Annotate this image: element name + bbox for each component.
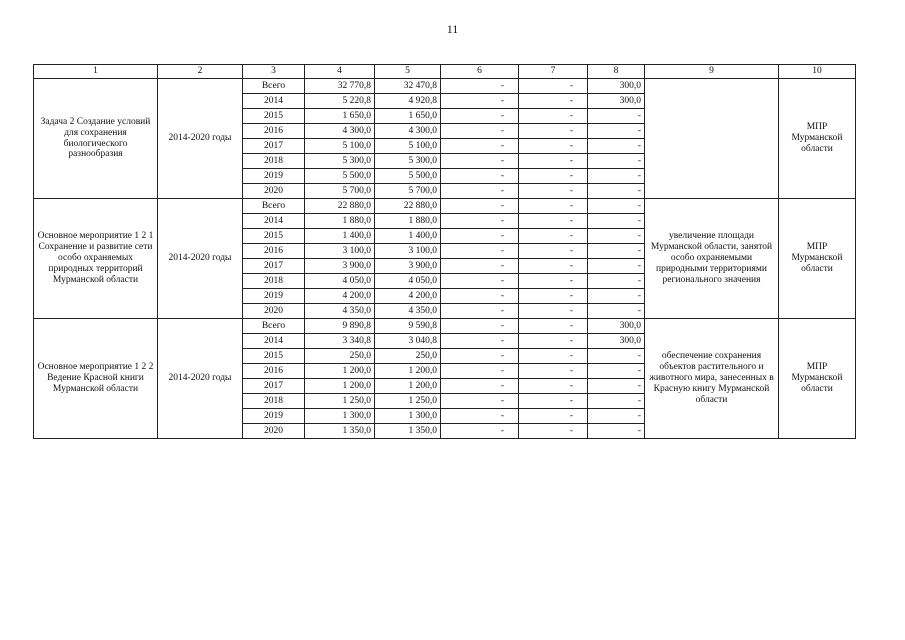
total-amount-cell: 250,0 [305, 349, 375, 364]
total-amount-cell: 3 100,0 [305, 244, 375, 259]
column-8-cell: - [588, 169, 645, 184]
year-cell: 2016 [243, 244, 305, 259]
executor-cell: МПР Мурманской области [779, 199, 856, 319]
column-6-cell: - [441, 334, 519, 349]
column-header: 6 [441, 65, 519, 79]
header-row [34, 65, 856, 79]
regional-budget-cell: 1 200,0 [375, 379, 441, 394]
total-amount-cell: 1 880,0 [305, 214, 375, 229]
total-amount-cell: 5 100,0 [305, 139, 375, 154]
column-header: 8 [588, 65, 645, 79]
column-7-cell: - [519, 124, 588, 139]
regional-budget-cell: 22 880,0 [375, 199, 441, 214]
column-header: 1 [34, 65, 158, 79]
column-7-cell: - [519, 304, 588, 319]
year-cell: 2017 [243, 379, 305, 394]
column-header: 5 [375, 65, 441, 79]
total-amount-cell: 5 220,8 [305, 94, 375, 109]
column-header: 2 [158, 65, 243, 79]
year-cell: 2014 [243, 94, 305, 109]
column-6-cell: - [441, 319, 519, 334]
column-7-cell: - [519, 364, 588, 379]
year-cell: Всего [243, 199, 305, 214]
year-cell: 2018 [243, 274, 305, 289]
year-cell: 2015 [243, 349, 305, 364]
year-cell: 2019 [243, 169, 305, 184]
expected-result-cell: обеспечение сохранения объектов растительного и животного мира, занесенных в Красную книгу Мурманской области [645, 319, 779, 439]
column-6-cell: - [441, 109, 519, 124]
regional-budget-cell: 1 300,0 [375, 409, 441, 424]
column-6-cell: - [441, 259, 519, 274]
regional-budget-cell: 1 350,0 [375, 424, 441, 439]
column-7-cell: - [519, 244, 588, 259]
column-7-cell: - [519, 184, 588, 199]
year-cell: 2015 [243, 109, 305, 124]
column-7-cell: - [519, 79, 588, 94]
column-7-cell: - [519, 139, 588, 154]
total-amount-cell: 9 890,8 [305, 319, 375, 334]
total-amount-cell: 4 300,0 [305, 124, 375, 139]
column-6-cell: - [441, 379, 519, 394]
column-7-cell: - [519, 169, 588, 184]
column-8-cell: - [588, 379, 645, 394]
column-8-cell: - [588, 229, 645, 244]
column-6-cell: - [441, 184, 519, 199]
column-6-cell: - [441, 169, 519, 184]
year-cell: 2020 [243, 304, 305, 319]
column-8-cell: - [588, 154, 645, 169]
column-7-cell: - [519, 109, 588, 124]
column-7-cell: - [519, 394, 588, 409]
total-amount-cell: 5 700,0 [305, 184, 375, 199]
total-amount-cell: 1 200,0 [305, 379, 375, 394]
regional-budget-cell: 1 880,0 [375, 214, 441, 229]
column-8-cell: 300,0 [588, 334, 645, 349]
column-7-cell: - [519, 199, 588, 214]
column-6-cell: - [441, 154, 519, 169]
year-cell: 2018 [243, 394, 305, 409]
column-8-cell: - [588, 274, 645, 289]
regional-budget-cell: 1 200,0 [375, 364, 441, 379]
year-cell: 2014 [243, 214, 305, 229]
regional-budget-cell: 4 300,0 [375, 124, 441, 139]
total-amount-cell: 3 340,8 [305, 334, 375, 349]
column-8-cell: - [588, 394, 645, 409]
total-amount-cell: 32 770,8 [305, 79, 375, 94]
regional-budget-cell: 4 350,0 [375, 304, 441, 319]
column-6-cell: - [441, 289, 519, 304]
column-8-cell: - [588, 304, 645, 319]
column-7-cell: - [519, 379, 588, 394]
column-7-cell: - [519, 409, 588, 424]
year-cell: 2015 [243, 229, 305, 244]
column-6-cell: - [441, 124, 519, 139]
column-7-cell: - [519, 214, 588, 229]
regional-budget-cell: 5 700,0 [375, 184, 441, 199]
column-7-cell: - [519, 424, 588, 439]
column-8-cell: - [588, 124, 645, 139]
total-amount-cell: 1 250,0 [305, 394, 375, 409]
executor-cell: МПР Мурманской области [779, 319, 856, 439]
column-7-cell: - [519, 319, 588, 334]
column-6-cell: - [441, 214, 519, 229]
regional-budget-cell: 4 920,8 [375, 94, 441, 109]
column-6-cell: - [441, 349, 519, 364]
column-8-cell: - [588, 244, 645, 259]
year-cell: 2019 [243, 409, 305, 424]
year-cell: 2017 [243, 259, 305, 274]
column-6-cell: - [441, 274, 519, 289]
column-7-cell: - [519, 94, 588, 109]
column-8-cell: - [588, 199, 645, 214]
expected-result-cell: увеличение площади Мурманской области, занятой особо охраняемыми природными территориями регионального значения [645, 199, 779, 319]
table-row [34, 199, 856, 214]
column-8-cell: - [588, 214, 645, 229]
year-cell: 2020 [243, 184, 305, 199]
year-cell: 2020 [243, 424, 305, 439]
period-cell: 2014-2020 годы [158, 79, 243, 199]
year-cell: 2017 [243, 139, 305, 154]
regional-budget-cell: 1 250,0 [375, 394, 441, 409]
regional-budget-cell: 3 040,8 [375, 334, 441, 349]
column-8-cell: 300,0 [588, 319, 645, 334]
regional-budget-cell: 5 100,0 [375, 139, 441, 154]
regional-budget-cell: 3 100,0 [375, 244, 441, 259]
total-amount-cell: 1 400,0 [305, 229, 375, 244]
column-8-cell: - [588, 349, 645, 364]
task-name-cell: Основное мероприятие 1 2 2 Ведение Красной книги Мурманской области [34, 319, 158, 439]
total-amount-cell: 1 300,0 [305, 409, 375, 424]
table-header [34, 65, 856, 79]
column-6-cell: - [441, 199, 519, 214]
year-cell: 2014 [243, 334, 305, 349]
column-6-cell: - [441, 394, 519, 409]
column-6-cell: - [441, 94, 519, 109]
column-8-cell: - [588, 259, 645, 274]
column-6-cell: - [441, 424, 519, 439]
column-8-cell: - [588, 289, 645, 304]
table-body [34, 79, 856, 439]
column-header: 4 [305, 65, 375, 79]
year-cell: 2016 [243, 364, 305, 379]
year-cell: 2016 [243, 124, 305, 139]
regional-budget-cell: 3 900,0 [375, 259, 441, 274]
regional-budget-cell: 1 650,0 [375, 109, 441, 124]
total-amount-cell: 4 350,0 [305, 304, 375, 319]
table-row [34, 79, 856, 94]
budget-table [33, 64, 856, 439]
regional-budget-cell: 250,0 [375, 349, 441, 364]
total-amount-cell: 22 880,0 [305, 199, 375, 214]
regional-budget-cell: 1 400,0 [375, 229, 441, 244]
column-7-cell: - [519, 349, 588, 364]
regional-budget-cell: 4 050,0 [375, 274, 441, 289]
total-amount-cell: 1 350,0 [305, 424, 375, 439]
regional-budget-cell: 5 300,0 [375, 154, 441, 169]
year-cell: Всего [243, 319, 305, 334]
column-8-cell: 300,0 [588, 94, 645, 109]
regional-budget-cell: 4 200,0 [375, 289, 441, 304]
column-6-cell: - [441, 139, 519, 154]
period-cell: 2014-2020 годы [158, 199, 243, 319]
column-header: 9 [645, 65, 779, 79]
year-cell: 2019 [243, 289, 305, 304]
total-amount-cell: 1 650,0 [305, 109, 375, 124]
column-8-cell: - [588, 139, 645, 154]
executor-cell: МПР Мурманской области [779, 79, 856, 199]
total-amount-cell: 4 050,0 [305, 274, 375, 289]
regional-budget-cell: 32 470,8 [375, 79, 441, 94]
column-6-cell: - [441, 79, 519, 94]
expected-result-cell [645, 79, 779, 199]
year-cell: Всего [243, 79, 305, 94]
column-header: 10 [779, 65, 856, 79]
column-8-cell: 300,0 [588, 79, 645, 94]
total-amount-cell: 4 200,0 [305, 289, 375, 304]
task-name-cell: Основное мероприятие 1 2 1 Сохранение и развитие сети особо охраняемых природных территорий Мурманской области [34, 199, 158, 319]
column-6-cell: - [441, 229, 519, 244]
column-header: 7 [519, 65, 588, 79]
column-6-cell: - [441, 304, 519, 319]
total-amount-cell: 5 300,0 [305, 154, 375, 169]
regional-budget-cell: 9 590,8 [375, 319, 441, 334]
column-6-cell: - [441, 364, 519, 379]
column-7-cell: - [519, 289, 588, 304]
page-number: 11 [446, 22, 459, 36]
column-7-cell: - [519, 229, 588, 244]
column-8-cell: - [588, 109, 645, 124]
column-7-cell: - [519, 274, 588, 289]
column-8-cell: - [588, 409, 645, 424]
period-cell: 2014-2020 годы [158, 319, 243, 439]
column-7-cell: - [519, 334, 588, 349]
column-8-cell: - [588, 424, 645, 439]
year-cell: 2018 [243, 154, 305, 169]
column-8-cell: - [588, 184, 645, 199]
total-amount-cell: 5 500,0 [305, 169, 375, 184]
total-amount-cell: 1 200,0 [305, 364, 375, 379]
column-6-cell: - [441, 409, 519, 424]
regional-budget-cell: 5 500,0 [375, 169, 441, 184]
table-row [34, 319, 856, 334]
column-8-cell: - [588, 364, 645, 379]
column-7-cell: - [519, 154, 588, 169]
column-header: 3 [243, 65, 305, 79]
column-7-cell: - [519, 259, 588, 274]
total-amount-cell: 3 900,0 [305, 259, 375, 274]
column-6-cell: - [441, 244, 519, 259]
task-name-cell: Задача 2 Создание условий для сохранения биологического разнообразия [34, 79, 158, 199]
